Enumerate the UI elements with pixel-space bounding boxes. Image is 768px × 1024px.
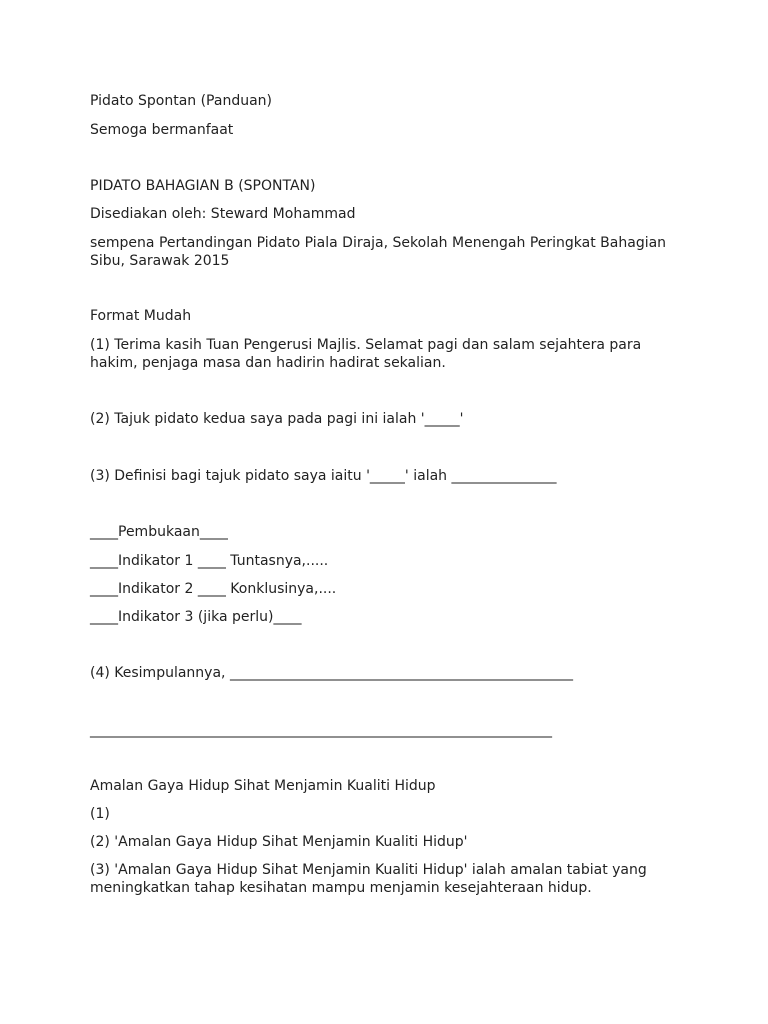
example-step-1: (1)	[90, 806, 110, 822]
indicator-1-line: ____Indikator 1 ____ Tuntasnya,.....	[90, 553, 329, 569]
example-title: Amalan Gaya Hidup Sihat Menjamin Kualiti Hidup	[90, 778, 436, 794]
section-heading: PIDATO BAHAGIAN B (SPONTAN)	[90, 178, 316, 194]
doc-subtitle: Semoga bermanfaat	[90, 122, 234, 138]
opening-line: ____Pembukaan____	[90, 524, 228, 540]
example-step-3: (3) 'Amalan Gaya Hidup Sihat Menjamin Kualiti Hidup' ialah amalan tabiat yang meningkatkan tahap kesihatan mampu menjamin kesejahteraan hidup.	[90, 862, 652, 896]
blank-rule-line: __________________________________________________________________	[90, 722, 552, 738]
doc-title: Pidato Spontan (Panduan)	[90, 93, 272, 109]
indicator-3-line: ____Indikator 3 (jika perlu)____	[90, 609, 302, 625]
step-1-text: (1) Terima kasih Tuan Pengerusi Majlis. Selamat pagi dan salam sejahtera para hakim, penjaga masa dan hadirin hadirat sekalian.	[90, 337, 646, 371]
example-step-2: (2) 'Amalan Gaya Hidup Sihat Menjamin Kualiti Hidup'	[90, 834, 468, 850]
format-heading: Format Mudah	[90, 308, 192, 324]
indicator-2-line: ____Indikator 2 ____ Konklusinya,....	[90, 581, 337, 597]
author-line: Disediakan oleh: Steward Mohammad	[90, 206, 356, 222]
step-3-text: (3) Definisi bagi tajuk pidato saya iaitu '_____' ialah _______________	[90, 468, 557, 484]
step-2-text: (2) Tajuk pidato kedua saya pada pagi ini ialah '_____'	[90, 411, 464, 427]
event-line: sempena Pertandingan Pidato Piala Diraja, Sekolah Menengah Peringkat Bahagian Sibu, Sarawak 2015	[90, 235, 671, 269]
step-4-text: (4) Kesimpulannya, _________________________________________________	[90, 665, 573, 681]
